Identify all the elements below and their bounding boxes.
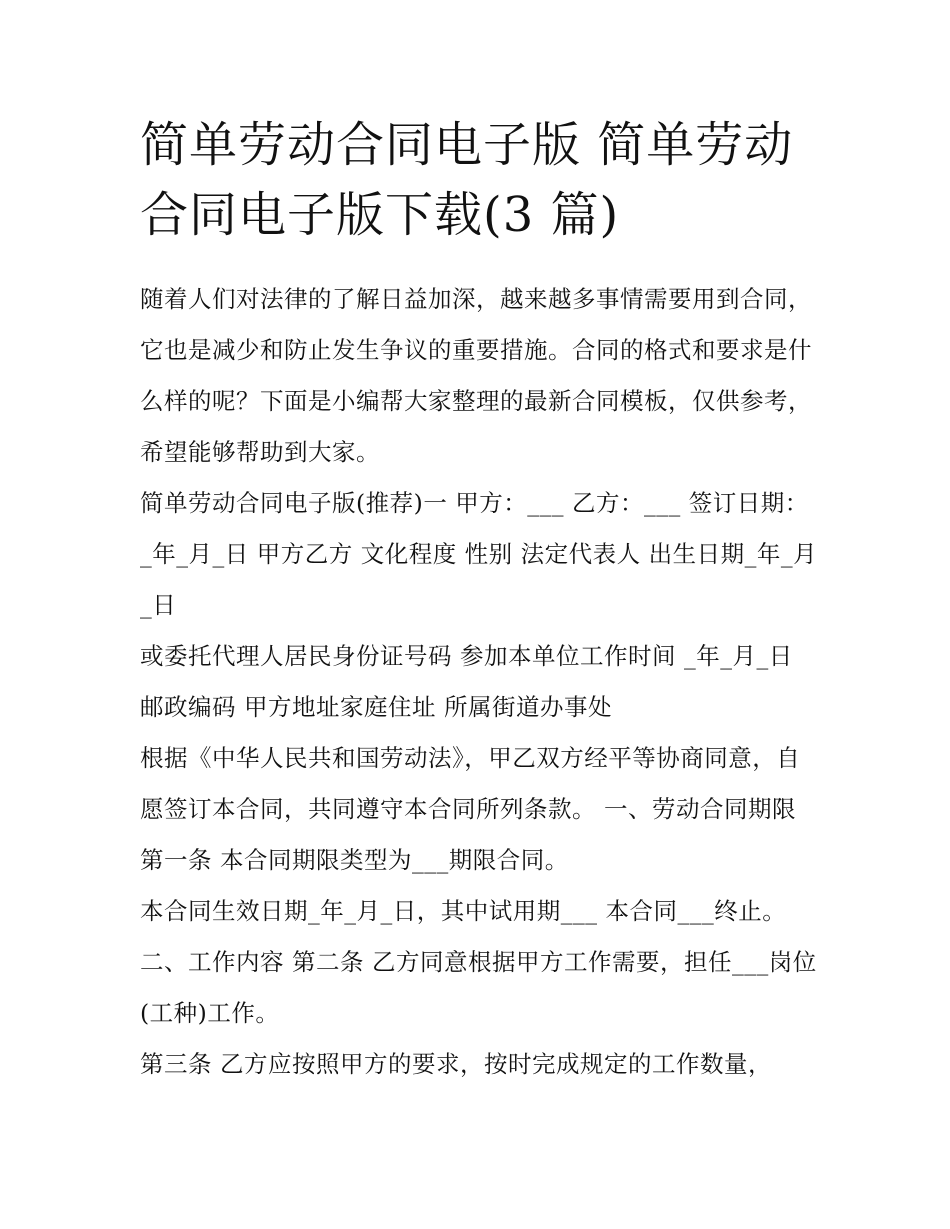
paragraph-agent-info: 或委托代理人居民身份证号码 参加本单位工作时间 _年_月_日 邮政编码 甲方地址家庭住址 所属街道办事处	[140, 642, 793, 721]
paragraph-article-2: 本合同生效日期_年_月_日，其中试用期___ 本合同___终止。 二、工作内容 第二条 乙方同意根据甲方工作需要，担任___岗位(工种)工作。	[140, 897, 817, 1027]
paragraph-intro: 随着人们对法律的了解日益加深，越来越多事情需要用到合同，它也是减少和防止发生争议的重要措施。合同的格式和要求是什么样的呢？下面是小编帮大家整理的最新合同模板，仅供参考，希望能够帮助到大家。	[140, 285, 812, 466]
document-title: 简单劳动合同电子版 简单劳动合同电子版下载(3 篇)	[140, 117, 794, 243]
paragraph-article-1: 根据《中华人民共和国劳动法》，甲乙双方经平等协商同意，自愿签订本合同，共同遵守本合同所列条款。 一、劳动合同期限 第一条 本合同期限类型为___期限合同。	[140, 744, 801, 874]
paragraph-article-3: 第三条 乙方应按照甲方的要求，按时完成规定的工作数量，	[140, 1050, 772, 1078]
document-page	[140, 110, 820, 1090]
paragraph-contract-header: 简单劳动合同电子版(推荐)一 甲方：___ 乙方：___ 签订日期：_年_月_日 甲方乙方 文化程度 性别 法定代表人 出生日期_年_月_日	[140, 489, 818, 619]
